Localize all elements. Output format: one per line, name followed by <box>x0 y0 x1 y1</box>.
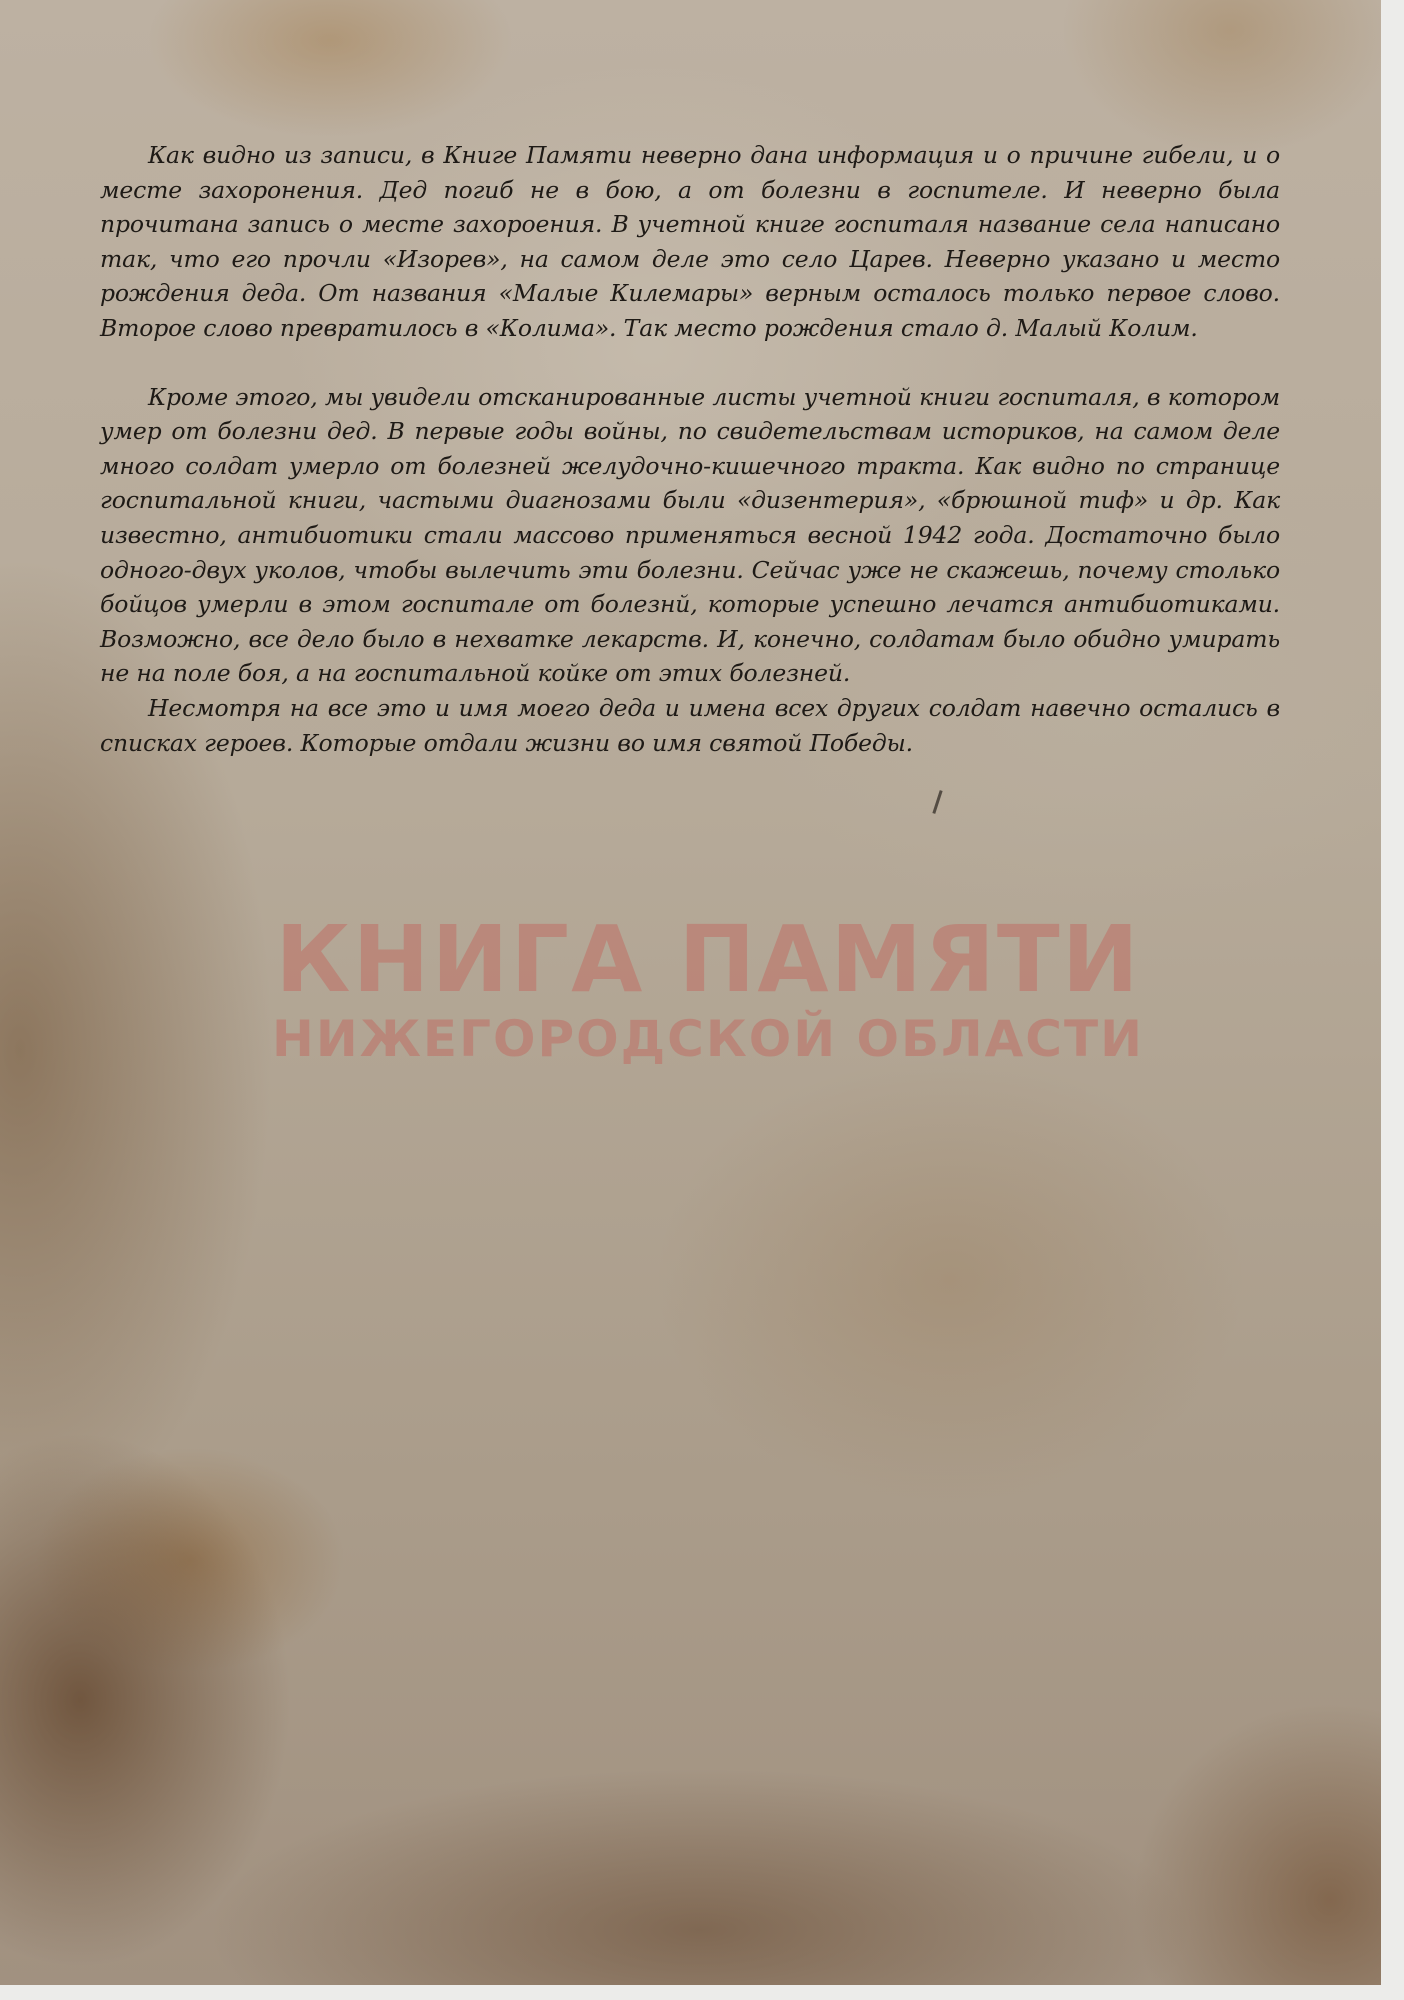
document-body <box>100 138 1280 760</box>
paragraph-conclusion: Несмотря на все это и имя моего деда и имена всех других солдат навечно остались в списках героев. Которые отдали жизни во имя святой Победы. <box>100 693 1280 757</box>
watermark-subtitle: НИЖЕГОРОДСКОЙ ОБЛАСТИ <box>272 1010 1144 1068</box>
pen-mark <box>932 790 942 814</box>
paragraph-hospital-book: Кроме этого, мы увидели отсканированные листы учетной книги госпиталя, в котором умер от болезни дед. В первые годы войны, по свидетельствам историков, на самом деле много солдат умерло от болезней желудочно-кишечного тракта. Как видно по странице госпитальной книги, частыми диагнозами были «дизентерия», «брюшной тиф» и др. Как известно, антибиотики стали массово применяться весной 1942 года. Достаточно было одного-двух уколов, чтобы вылечить эти болезни. Сейчас уже не скажешь, почему столько бойцов умерли в этом госпитале от болезнй, которые успешно лечатся антибиотиками. Возможно, все дело было в нехватке лекарств. И, конечно, солдатам было обидно умирать не на поле боя, а на госпитальной койке от этих болезней. <box>100 382 1280 688</box>
watermark-title: КНИГА ПАМЯТИ <box>275 906 1141 1013</box>
watermark <box>258 906 1158 1068</box>
paragraph-burial-record: Как видно из записи, в Книге Памяти неверно дана информация и о причине гибели, и о месте захоронения. Дед погиб не в бою, а от болезни в госпителе. И неверно была прочитана запись о месте захороения. В учетной книге госпиталя название села написано так, что его прочли «Изорев», на самом деле это село Царев. Неверно указано и место рождения деда. От названия «Малые Килемары» верным осталось только первое слово. Второе слово превратилось в «Колима». Так место рождения стало д. Малый Колим. <box>100 141 1280 342</box>
